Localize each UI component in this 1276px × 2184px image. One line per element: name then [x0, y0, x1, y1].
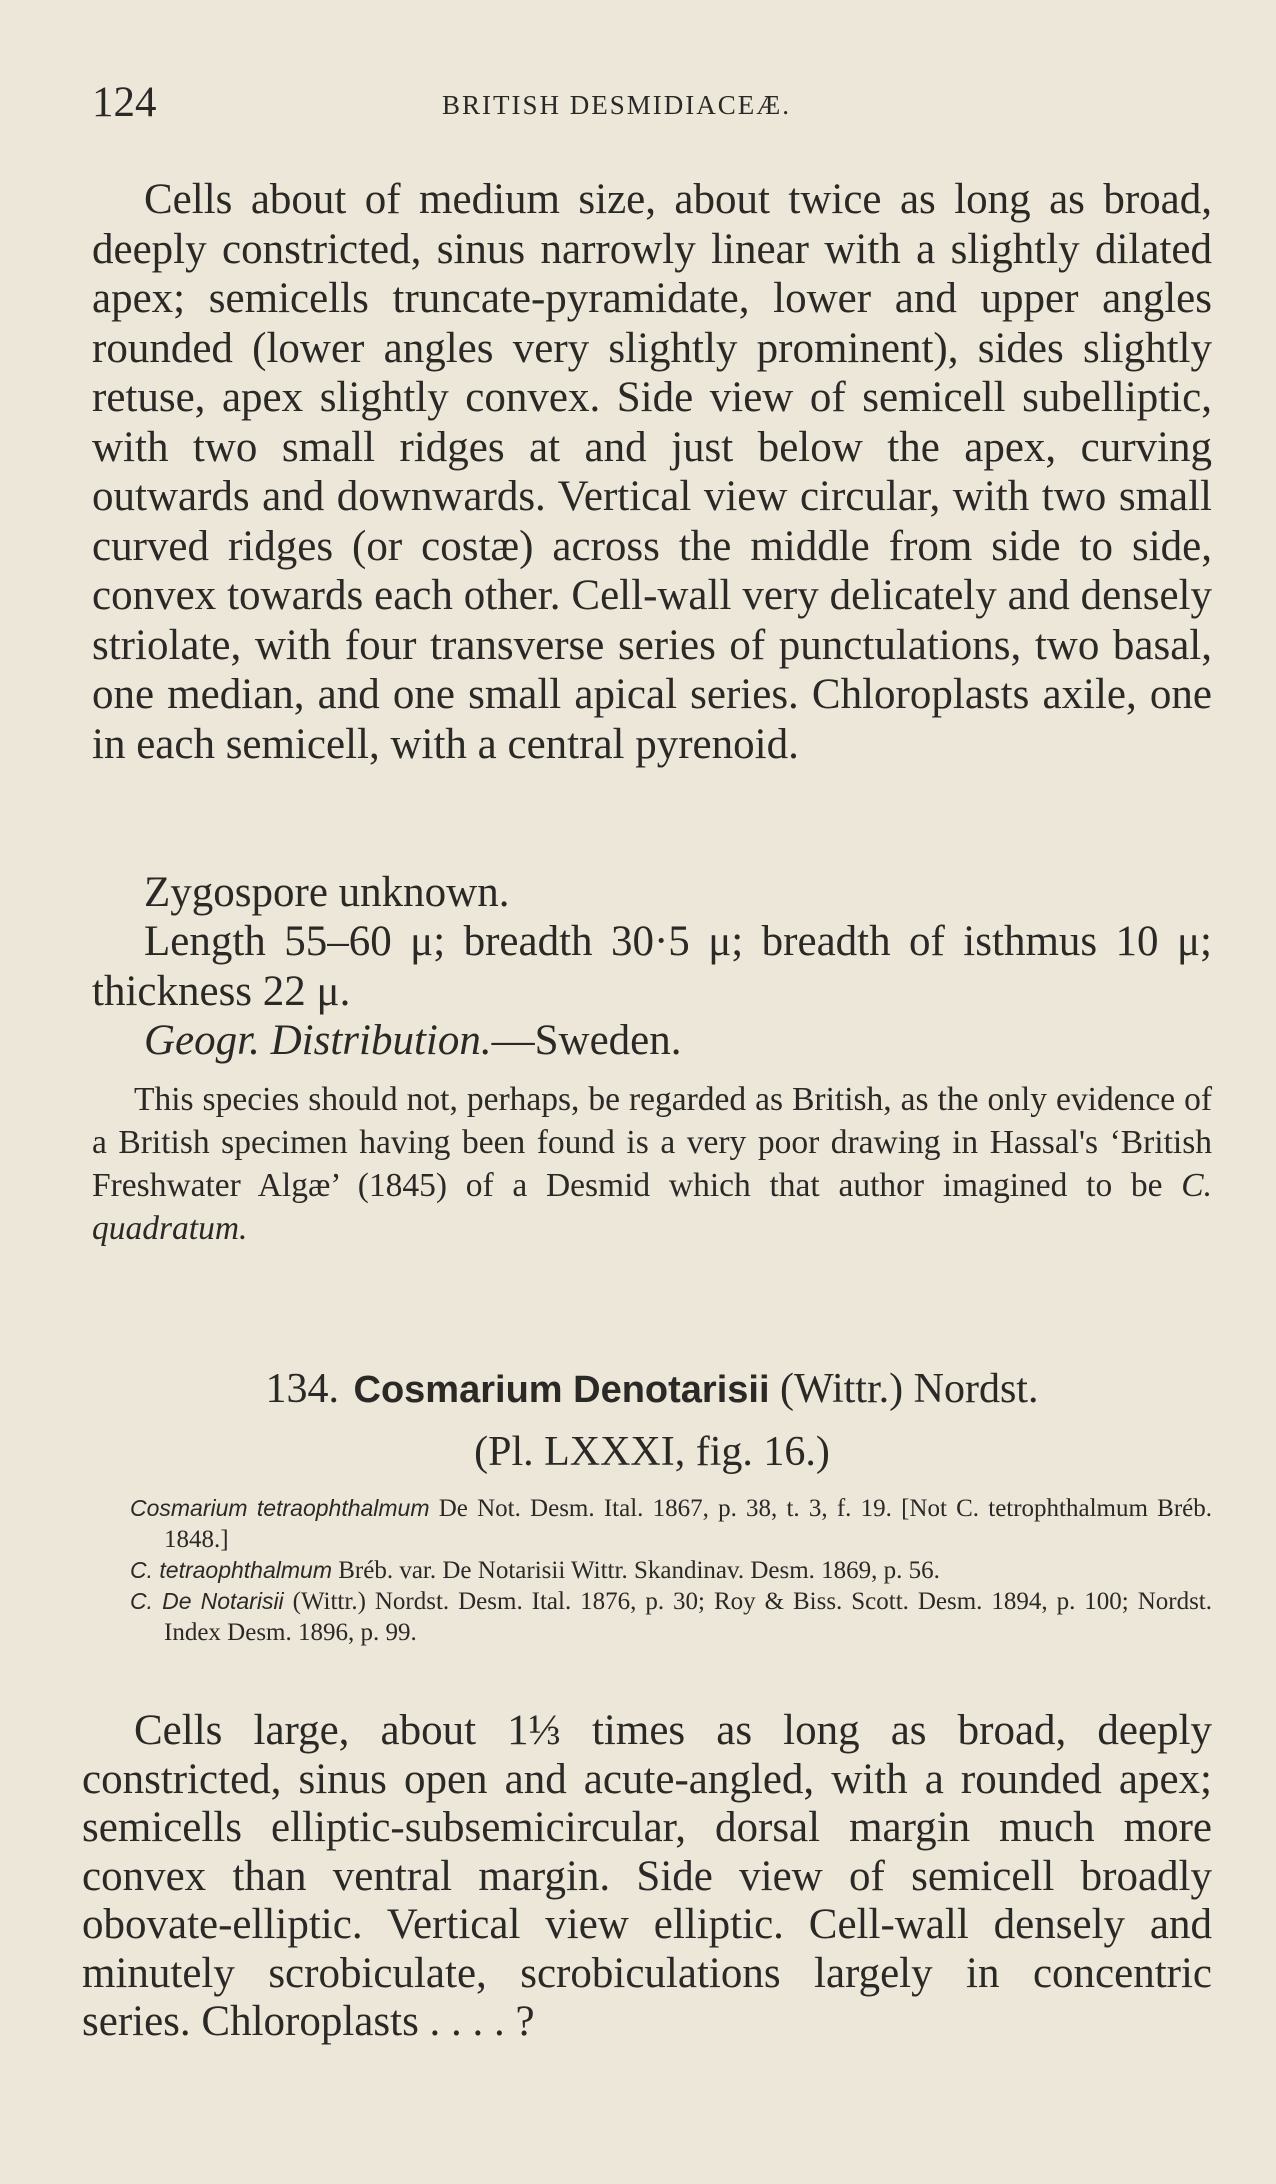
synonym-ref: De Not. Desm. Ital. 1867, p. 38, t. 3, f. 19. [Not C. tetrophthalmum Bréb. 1848.] [164, 1495, 1212, 1553]
note-text: This species should not, perhaps, be regarded as British, as the only evidence of a British specimen having been found is a very poor drawing in Hassal's ‘British Freshwater Algæ’ (1845) of a Desmid which that author imagined to be [92, 1081, 1212, 1204]
species-authority: (Wittr.) Nordst. [780, 1366, 1039, 1412]
synonym-name: Cosmarium tetraophthalmum [130, 1495, 430, 1521]
distribution-label: Geogr. Distribution. [144, 1017, 492, 1064]
page-header [92, 78, 1212, 128]
page-number: 124 [92, 79, 157, 126]
synonym-entry [130, 1586, 1212, 1648]
zygospore-line: Zygospore unknown. [144, 869, 510, 916]
synonym-entry [130, 1555, 1212, 1586]
note-species: C. quadratum. [92, 1167, 1213, 1247]
species-number: 134. [265, 1366, 340, 1412]
plate-reference: (Pl. LXXXI, fig. 16.) [474, 1429, 830, 1475]
synonym-name: C. tetraophthalmum [130, 1557, 332, 1583]
synonymy-list [130, 1493, 1212, 1648]
synonym-ref: (Wittr.) Nordst. Desm. Ital. 1876, p. 30; Roy & Biss. Scott. Desm. 1894, p. 100; Nordst. Index Desm. 1896, p. 99. [164, 1588, 1212, 1646]
species-description: Cells about of medium size, about twice as long as broad, deeply constricted, sinus narrowly linear with a slightly dilated apex; semicells truncate-pyramidate, lower and upper angles rounded (lower angles very slightly prominent), sides slightly retuse, apex slightly convex. Side view of semicell subelliptic, with two small ridges at and just below the apex, curving outwards and downwards. Vertical view circular, with two small curved ridges (or costæ) across the middle from side to side, convex towards each other. Cell-wall very delicately and densely striolate, with four transverse series of punctulations, two basal, one median, and one small apical series. Chloroplasts axile, one in each semicell, with a central pyrenoid. [92, 176, 1212, 768]
species-name: Cosmarium Denotarisii [353, 1369, 770, 1411]
species-description: Cells large, about 1⅓ times as long as broad, deeply constricted, sinus open and acute-angled, with a rounded apex; semicells elliptic-subsemicircular, dorsal margin much more convex than ventral margin. Side view of semicell broadly obovate-elliptic. Vertical view elliptic. Cell-wall densely and minutely scrobiculate, scrobiculations largely in concentric series. Chloroplasts . . . . ? [82, 1707, 1212, 2045]
synonym-entry [130, 1493, 1212, 1555]
distribution-line [92, 1016, 1212, 1066]
dimensions-line: Length 55–60 μ; breadth 30·5 μ; breadth of isthmus 10 μ; thickness 22 μ. [92, 918, 1212, 1015]
editorial-note [92, 1078, 1212, 1250]
distribution-value: —Sweden. [491, 1017, 682, 1064]
synonym-ref: Bréb. var. De Notarisii Wittr. Skandinav. Desm. 1869, p. 56. [338, 1557, 940, 1584]
running-head: BRITISH DESMIDIACEÆ. [442, 90, 792, 120]
species-heading [92, 1360, 1212, 1419]
synonym-name: C. De Notarisii [130, 1588, 284, 1614]
